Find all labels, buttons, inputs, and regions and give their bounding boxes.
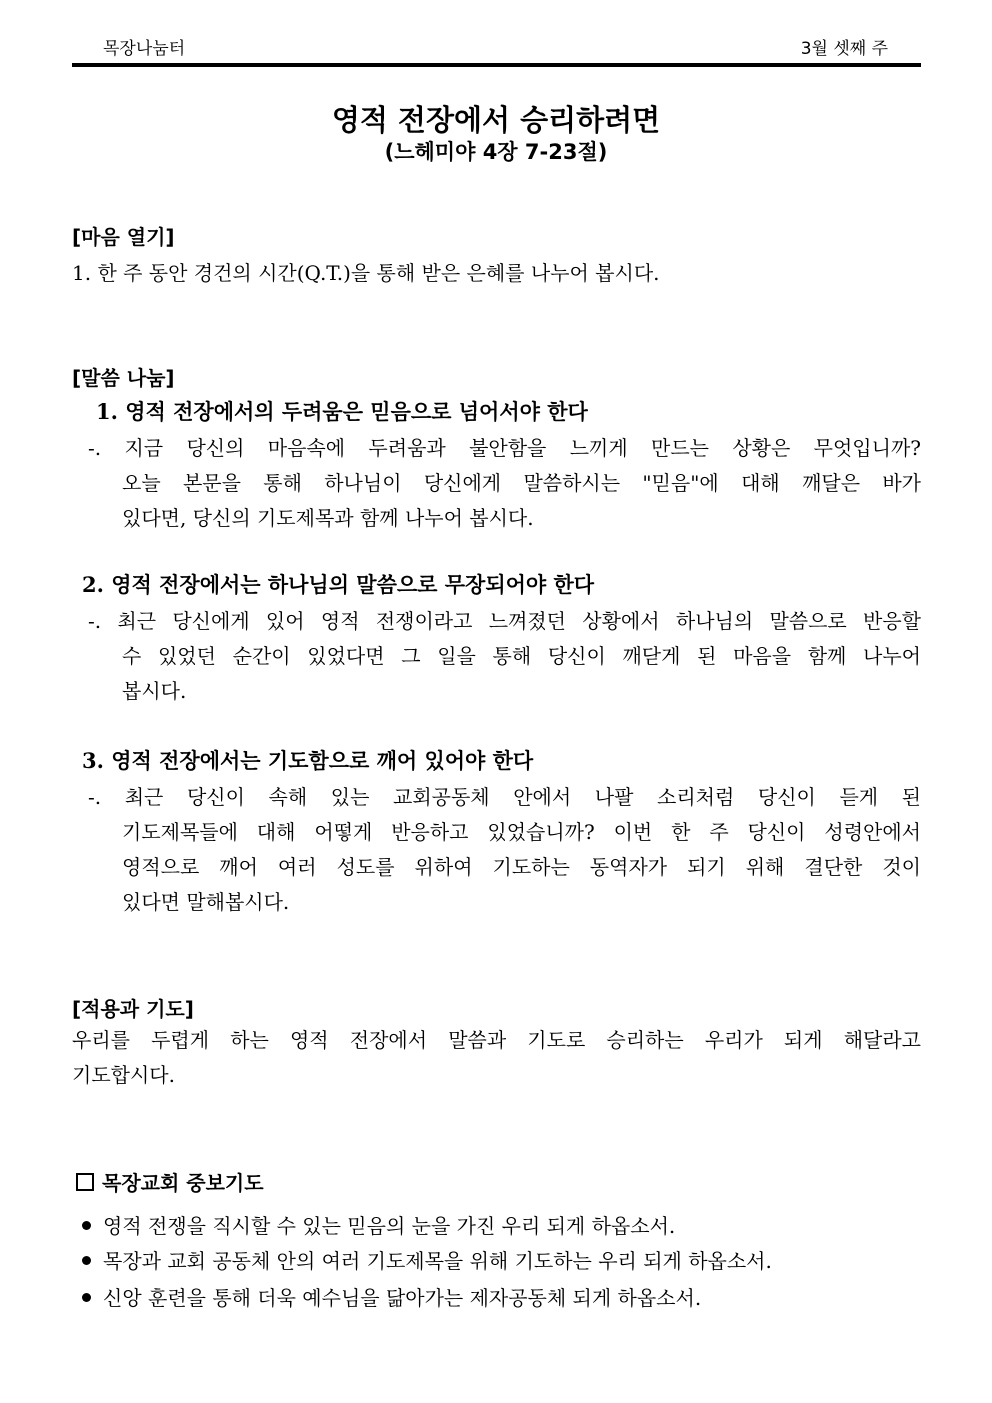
header-left: 목장나눔터 [103, 39, 186, 59]
application-line-2: 기도합시다. [72, 1063, 175, 1087]
point-3-line-2: 기도제목들에 대해 어떻게 반응하고 있었습니까? 이번 한 주 당신이 성령안에서 [122, 820, 921, 844]
point-3-title: 3. 영적 전장에서는 기도함으로 깨어 있어야 한다 [82, 748, 534, 773]
point-2-title: 2. 영적 전장에서는 하나님의 말씀으로 무장되어야 한다 [82, 572, 595, 597]
point-1-title: 1. 영적 전장에서의 두려움은 믿음으로 넘어서야 한다 [96, 399, 588, 424]
open-heart-heading: [마음 열기] [72, 225, 175, 249]
bullet-icon [82, 1221, 91, 1230]
intercession-item-1 [82, 1210, 675, 1239]
intercession-heading: 목장교회 중보기도 [102, 1171, 264, 1195]
point-2-line-3: 봅시다. [122, 679, 187, 703]
point-3-body [88, 780, 921, 920]
point-2-body [88, 604, 921, 709]
point-2-line-2: 수 있었던 순간이 있었다면 그 일을 통해 당신이 깨닫게 된 마음을 함께 나누어 [122, 644, 921, 668]
application-line-1: 우리를 두렵게 하는 영적 전장에서 말씀과 기도로 승리하는 우리가 되게 해달라고 [72, 1028, 921, 1052]
point-1-line-2: 오늘 본문을 통해 하나님이 당신에게 말씀하시는 "믿음"에 대해 깨달은 바가 [122, 471, 921, 495]
bullet-icon [82, 1293, 91, 1302]
open-heart-item: 1. 한 주 동안 경건의 시간(Q.T.)을 통해 받은 은혜를 나누어 봅시다. [72, 261, 660, 285]
word-sharing-heading: [말씀 나눔] [72, 366, 175, 390]
intercession-item-3-text: 신앙 훈련을 통해 더욱 예수님을 닮아가는 제자공동체 되게 하옵소서. [103, 1286, 702, 1310]
point-1-line-1: -. 지금 당신의 마음속에 두려움과 불안함을 느끼게 만드는 상황은 무엇입니까? [88, 436, 921, 460]
checkbox-icon [76, 1173, 94, 1191]
point-1-body [88, 431, 921, 536]
page-subtitle: (느헤미야 4장 7-23절) [384, 140, 608, 164]
intercession-item-1-text: 영적 전쟁을 직시할 수 있는 믿음의 눈을 가진 우리 되게 하옵소서. [103, 1214, 676, 1238]
intercession-item-2 [82, 1245, 772, 1274]
point-3-line-1: -. 최근 당신이 속해 있는 교회공동체 안에서 나팔 소리처럼 당신이 듣게 된 [88, 785, 921, 809]
header-right: 3월 셋째 주 [800, 39, 888, 59]
point-1-line-3: 있다면, 당신의 기도제목과 함께 나누어 봅시다. [122, 506, 534, 530]
point-2-line-1: -. 최근 당신에게 있어 영적 전쟁이라고 느껴졌던 상황에서 하나님의 말씀으로 반응할 [88, 609, 921, 633]
page-title: 영적 전장에서 승리하려면 [331, 103, 661, 137]
point-3-line-4: 있다면 말해봅시다. [122, 890, 290, 914]
bullet-icon [82, 1256, 91, 1265]
header-rule [72, 63, 921, 67]
application-heading: [적용과 기도] [72, 997, 194, 1021]
application-body [72, 1023, 921, 1093]
intercession-item-3 [82, 1282, 701, 1311]
point-3-line-3: 영적으로 깨어 여러 성도를 위하여 기도하는 동역자가 되기 위해 결단한 것이 [122, 855, 921, 879]
intercession-item-2-text: 목장과 교회 공동체 안의 여러 기도제목을 위해 기도하는 우리 되게 하옵소서. [103, 1249, 772, 1273]
